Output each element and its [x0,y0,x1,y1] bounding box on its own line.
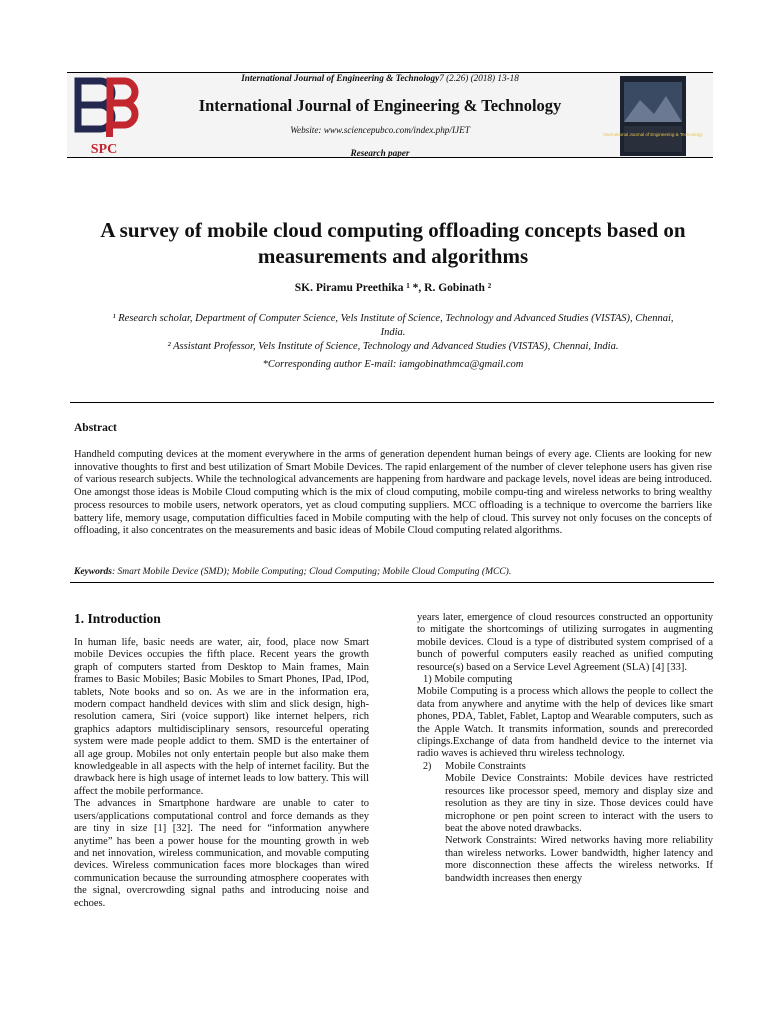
subheading-text: Mobile Constraints [445,760,526,772]
intro-paragraph-2: The advances in Smartphone hardware are unable to cater to users/applications computational control and force demands as they are tiny in size [1] [32]. The need for “information anywhere anytime” has been a power house for the mounting growth in web and net innovation, wireless communication, and movable computing devices. Wireless communication faces more blockages than wired communication because the surrounding atmosphere cooperates with the signal, overcrowding signal paths and introducing noise and echoes. [74,798,369,909]
journal-citation [150,73,610,83]
affiliation-2: ² Assistant Professor, Vels Institute of Science, Technology and Advanced Studies (VISTAS), Chennai, India. [167,341,619,352]
abstract-heading: Abstract [74,422,117,434]
bullet-text-2: Network Constraints: Wired networks having more reliability than wireless networks. Lower bandwidth, higher latency and more disconnection these affects the wireless networks. If bandwidth increases then energy [445,835,713,884]
bullet-mark-icon [417,835,445,885]
divider-bottom [70,582,714,583]
corresponding-author: *Corresponding author E-mail: iamgobinathmca@gmail.com [262,359,524,370]
keywords [74,567,712,577]
bullet-device-constraints [417,773,713,835]
paper-title: A survey of mobile cloud computing offloading concepts based on measurements and algorithms [100,218,686,268]
subheading-number: 2) [423,760,432,772]
left-column [74,637,369,910]
bullet-mark-icon [417,773,445,835]
intro-paragraph-3: years later, emergence of cloud resources constructed an opportunity to mitigate the shortcomings of utilizing surrogates in augmenting mobile devices. Cloud is a type of distributed system comprised of a bunch of powerful computers easily reached as unified computing resource(s) based on a Service Level Agreement (SLA) [4] [33]. [417,612,713,673]
right-column [417,612,713,885]
subheading-mobile-computing: 1) Mobile computing [423,674,513,686]
bullet-network-constraints [417,835,713,885]
journal-line: International Journal of Engineering & Technology [241,73,440,83]
logo-text: SPC [90,142,118,157]
subheading-mobile-constraints [417,761,713,773]
section-heading-introduction: 1. Introduction [74,611,161,626]
bullet-text-1: Mobile Device Constraints: Mobile devices have restricted resources like processor speed, memory and display size and resolution as they are tiny in size. Those devices could have microphone or pen point screen to interact with the users to beat the above noted drawbacks. [445,773,713,834]
divider-top [70,402,714,403]
intro-paragraph-1: In human life, basic needs are water, air, food, place now Smart mobile Devices occupies the fifth place. Recent years the growth graph of computers started from Desktop to Main frames, Main frames to Basic Mobiles; Basic Mobiles to Smart Phones, IPad, IPod, tablets, Note books and so on. As we are in the information era, modern compact handheld devices with slim and slick design, high-resolution camera, Siri (voice support) like internet helpers, rich graphics adaptors multidisciplinary sensors, resourceful operating system were made people addict to them. SMD is the entertainer of all age group. Mobiles not only entertain people but also make them knowledgeable in all aspects with the help of internet facility. But the drawback here is high usage of internet leads to low battery. This will affect the mobile performance. [74,637,369,797]
keywords-label: Keywords [74,567,112,577]
affiliation-1: ¹ Research scholar, Department of Computer Science, Vels Institute of Science, Technology and Advanced Studies (VISTAS), Chennai, India. [112,313,674,338]
spc-logo [70,75,140,157]
cover-text: International Journal of Engineering & Technology [603,132,703,137]
volume-line: 7 (2.26) (2018) 13-18 [439,73,519,83]
intro-paragraph-4: Mobile Computing is a process which allows the people to collect the data from anywhere and anytime with the help of devices like smart phones, PDA, Tablet, Fablet, Laptop and Wearable computers, such as the Apple Watch. It transmits information, sounds and prerecorded clipings.Exchange of data from handheld device to the internet via radio waves is achieved thru wireless technology. [417,686,713,760]
journal-title: International Journal of Engineering & Technology [198,96,562,115]
keywords-text: : Smart Mobile Device (SMD); Mobile Computing; Cloud Computing; Mobile Cloud Computing (MCC). [112,567,512,577]
journal-cover-image [603,76,703,156]
authors: SK. Piramu Preethika ¹ *, R. Gobinath ² [294,282,492,294]
journal-website: Website: www.sciencepubco.com/index.php/IJET [290,125,470,135]
paper-type: Research paper [350,148,410,158]
abstract-text: Handheld computing devices at the moment everywhere in the arms of generation dependent human beings of every age. Clients are looking for new innovative thoughts to first and best utilization of Smart Mobile Devices. The rapid enlargement of the number of clever telephone users has given rise of various research subjects. While the technological advancements are happening from hardware and package levels, novel ideas are being introduced. One amongst those ideas is Mobile Cloud computing which is the mix of cloud computing, mobile compu-ting and wireless networks to bring wealthy process resources to mobile users, network operators, yet as cloud computing suppliers. MCC offloading is a technique to overcome the barriers like battery life, memory usage, computation difficulties faced in Mobile computing with the help of cloud. This survey not only focuses on the concepts of offloading, it also concentrates on the measurements and basic ideas of Mobile Cloud computing related algorithms. [74,449,712,537]
